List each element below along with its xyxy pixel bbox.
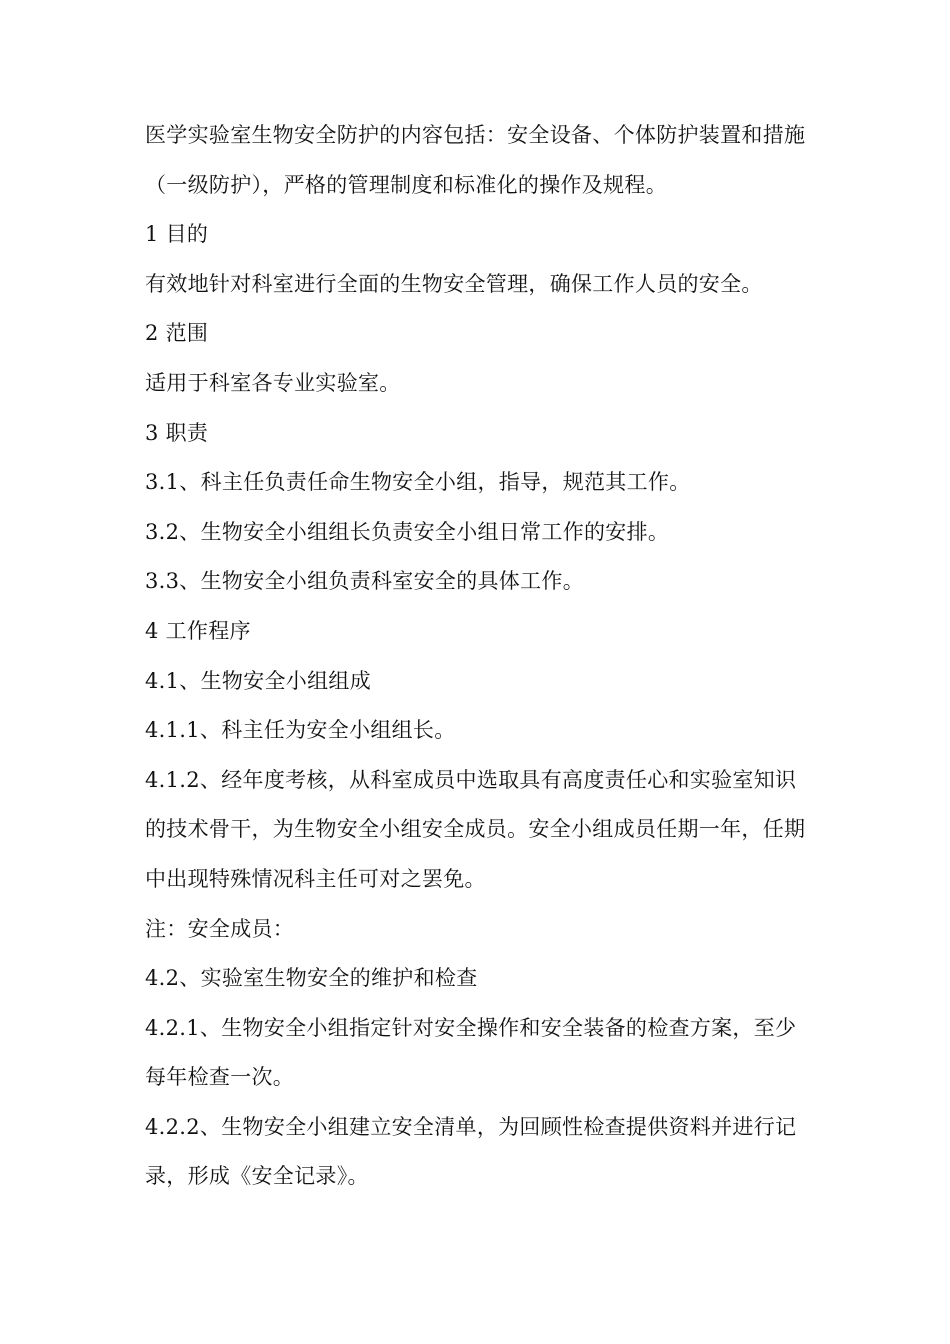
responsibility-item: 3.2、生物安全小组组长负责安全小组日常工作的安排。 — [145, 519, 670, 544]
responsibility-item: 3.3、生物安全小组负责科室安全的具体工作。 — [145, 569, 584, 594]
heading-procedure: 4 工作程序 — [145, 618, 251, 643]
procedure-item: 4.2.1、生物安全小组指定针对安全操作和安全装备的检查方案，至少每年检查一次。 — [145, 1015, 797, 1090]
procedure-item: 4.2.2、生物安全小组建立安全清单，为回顾性检查提供资料并进行记录，形成《安全记录》。 — [145, 1114, 797, 1189]
heading-responsibilities: 3 职责 — [145, 420, 209, 445]
note-line: 注：安全成员： — [145, 916, 295, 941]
responsibility-item: 3.1、科主任负责任命生物安全小组，指导，规范其工作。 — [145, 470, 691, 495]
heading-scope: 2 范围 — [145, 321, 209, 346]
intro-paragraph: 医学实验室生物安全防护的内容包括：安全设备、个体防护装置和措施（一级防护），严格的管理制度和标准化的操作及规程。 — [145, 123, 806, 197]
procedure-item: 4.1.2、经年度考核，从科室成员中选取具有高度责任心和实验室知识的技术骨干，为生物安全小组安全成员。安全小组成员任期一年，任期中出现特殊情况科主任可对之罢免。 — [145, 767, 806, 891]
purpose-paragraph: 有效地针对科室进行全面的生物安全管理，确保工作人员的安全。 — [145, 271, 763, 296]
heading-purpose: 1 目的 — [145, 222, 209, 247]
scope-paragraph: 适用于科室各专业实验室。 — [145, 370, 401, 395]
procedure-item: 4.1.1、科主任为安全小组组长。 — [145, 718, 456, 743]
subheading-team-composition: 4.1、生物安全小组组成 — [145, 668, 371, 693]
subheading-maintenance: 4.2、实验室生物安全的维护和检查 — [145, 966, 478, 991]
document-body — [145, 111, 810, 1202]
